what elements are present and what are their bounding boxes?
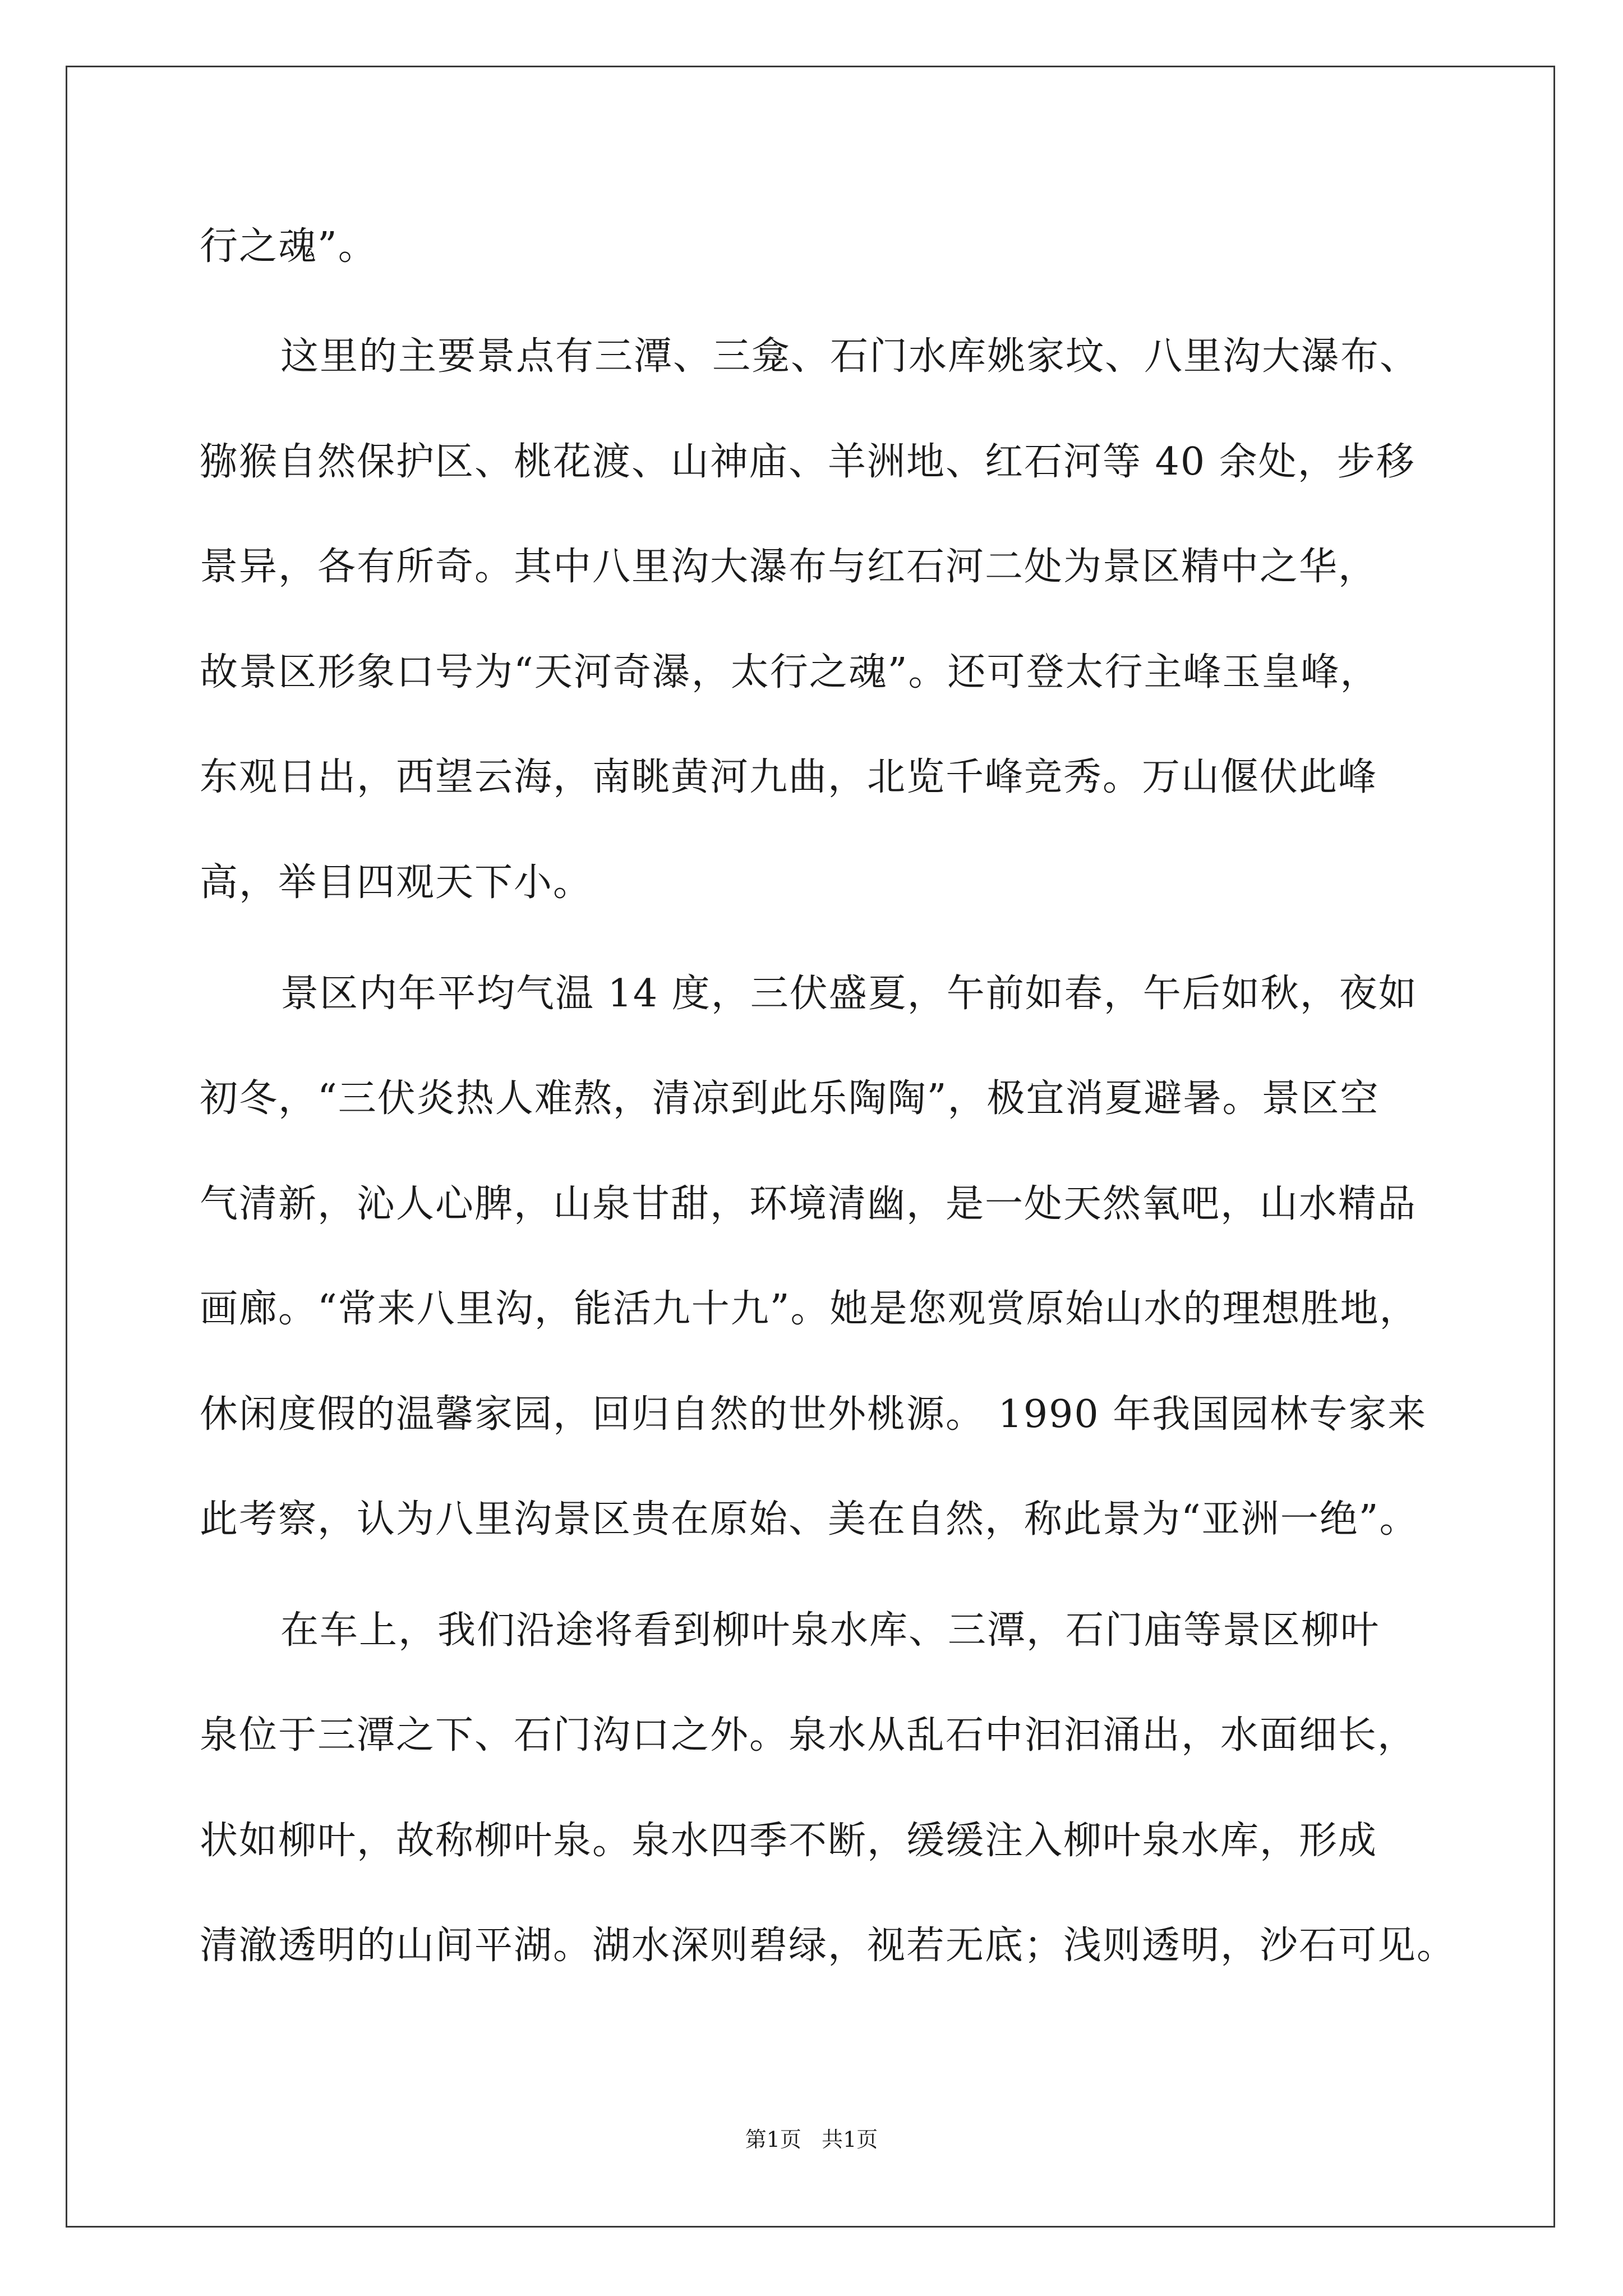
text-line: 泉位于三潭之下、石门沟口之外。泉水从乱石中汩汩涌出，水面细长， — [200, 1713, 1417, 1757]
page-footer: 第1页 共1页 — [745, 2127, 878, 2152]
text-line: 景异，各有所奇。其中八里沟大瀑布与红石河二处为景区精中之华， — [200, 545, 1378, 589]
text-line: 猕猴自然保护区、桃花渡、山神庙、羊洲地、红石河等 40 余处，步移 — [200, 440, 1415, 484]
text-line: 东观日出，西望云海，南眺黄河九曲，北览千峰竞秀。万山偃伏此峰 — [200, 755, 1378, 799]
text-line: 初冬，“三伏炎热人难熬，清凉到此乐陶陶”，极宜消夏避暑。景区空 — [200, 1076, 1380, 1121]
text-line: 气清新，沁人心脾，山泉甘甜，环境清幽，是一处天然氧吧，山水精品 — [200, 1182, 1417, 1226]
text-line: 清澈透明的山间平湖。湖水深则碧绿，视若无底；浅则透明，沙石可见。 — [200, 1924, 1456, 1968]
text-line: 在车上，我们沿途将看到柳叶泉水库、三潭，石门庙等景区柳叶 — [280, 1608, 1380, 1653]
page-border — [66, 66, 1555, 2228]
text-line: 故景区形象口号为“天河奇瀑，太行之魂”。还可登太行主峰玉皇峰， — [200, 650, 1380, 694]
text-line: 状如柳叶，故称柳叶泉。泉水四季不断，缓缓注入柳叶泉水库，形成 — [200, 1819, 1378, 1863]
text-line: 高，举目四观天下小。 — [200, 861, 593, 905]
text-line: 休闲度假的温馨家园，回归自然的世外桃源。 1990 年我国园林专家来 — [200, 1392, 1427, 1437]
text-line: 这里的主要景点有三潭、三龛、石门水库姚家坟、八里沟大瀑布、 — [280, 334, 1419, 379]
text-line: 此考察，认为八里沟景区贵在原始、美在自然，称此景为“亚洲一绝”。 — [200, 1497, 1419, 1542]
text-line: 景区内年平均气温 14 度，三伏盛夏，午前如春，午后如秋，夜如 — [280, 972, 1418, 1016]
text-line: 画廊。“常来八里沟，能活九十九”。她是您观赏原始山水的理想胜地， — [200, 1287, 1419, 1331]
text-line: 行之魂”。 — [200, 224, 377, 269]
